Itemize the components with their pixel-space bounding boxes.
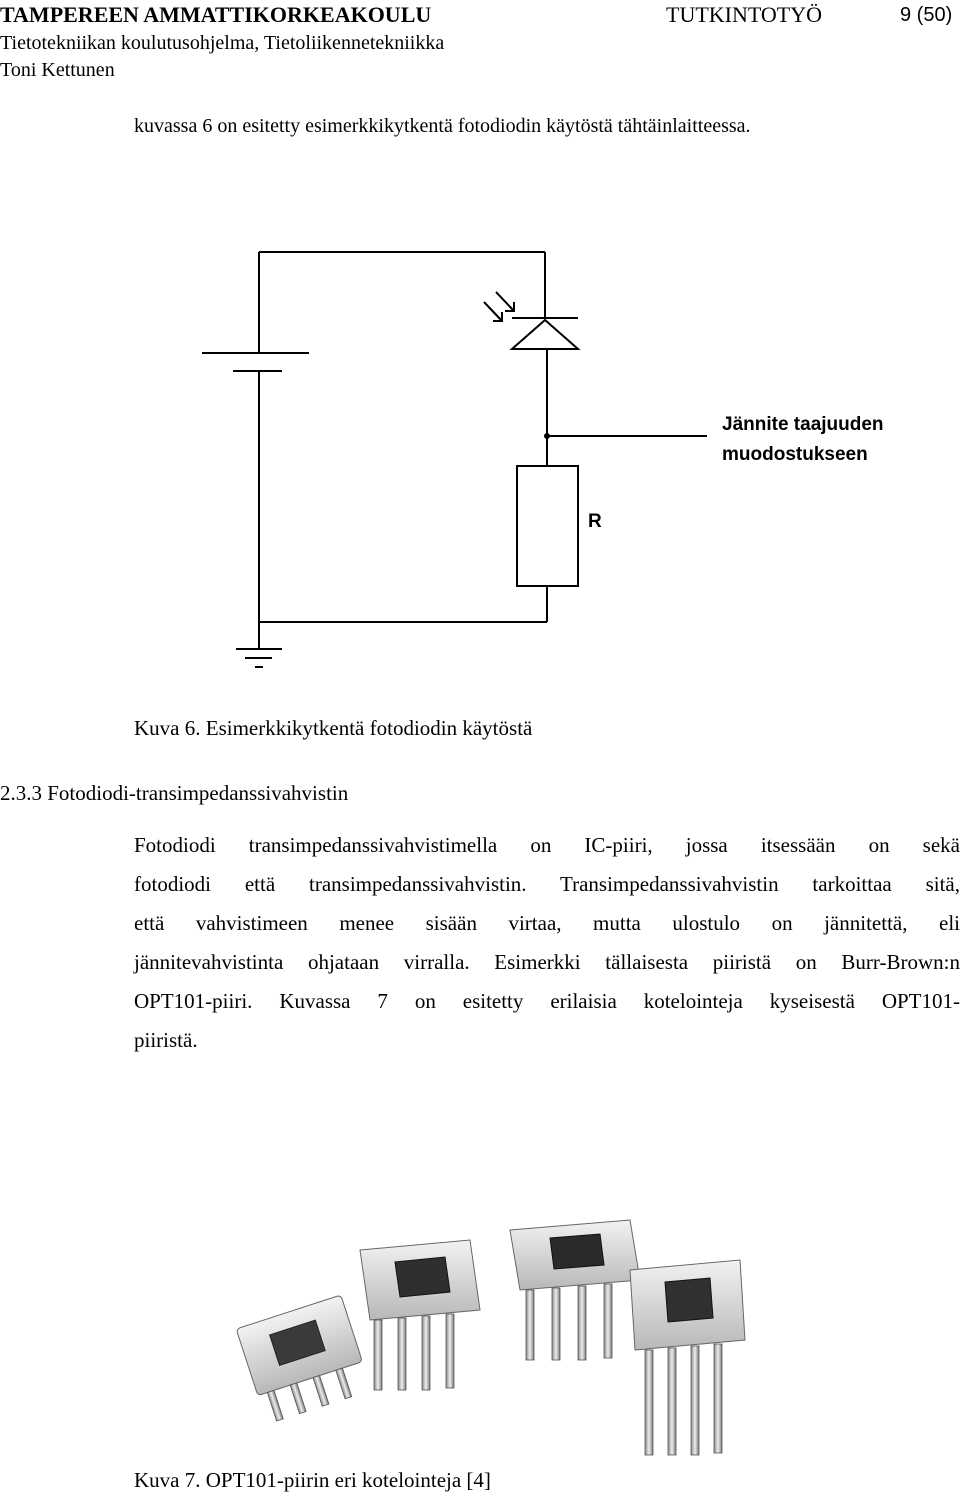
photodiode-triangle	[512, 320, 578, 349]
body-line: OPT101-piiri. Kuvassa 7 on esitetty erilaisia kotelointeja kyseisestä OPT101-	[134, 989, 960, 1013]
header-page-number: 9 (50)	[900, 4, 953, 26]
junction-dot	[544, 433, 550, 439]
header-school: TAMPEREEN AMMATTIKORKEAKOULU	[0, 2, 432, 27]
header-author: Toni Kettunen	[0, 59, 115, 81]
chip-package-small	[236, 1295, 372, 1424]
figure6-caption: Kuva 6. Esimerkkikytkentä fotodiodin käytöstä	[134, 716, 533, 740]
section-heading: 2.3.3 Fotodiodi-transimpedanssivahvistin	[0, 781, 349, 805]
figure7-chip-packages-image	[200, 1200, 760, 1460]
light-arrow-1	[484, 302, 502, 321]
chip-package-dip	[360, 1240, 480, 1390]
voltage-label-line2: muodostukseen	[722, 444, 868, 465]
resistor-body	[517, 466, 578, 586]
figure6-circuit-diagram	[0, 0, 960, 700]
body-line: jännitevahvistinta ohjataan virralla. Esimerkki tällaisesta piiristä on Burr-Brown:n	[134, 950, 960, 974]
chip-package-dip-raised	[510, 1220, 640, 1360]
body-line: piiristä.	[134, 1028, 198, 1052]
body-line: fotodiodi että transimpedanssivahvistin. Transimpedanssivahvistin tarkoittaa sitä,	[134, 872, 960, 896]
body-line: Fotodiodi transimpedanssivahvistimella on IC-piiri, jossa itsessään on sekä	[134, 833, 960, 857]
header-doc-type: TUTKINTOTYÖ	[666, 2, 823, 27]
intro-text: kuvassa 6 on esitetty esimerkkikytkentä fotodiodin käytöstä tähtäinlaitteessa.	[134, 115, 751, 137]
voltage-label-line1: Jännite taajuuden	[722, 414, 884, 435]
body-line: että vahvistimeen menee sisään virtaa, mutta ulostulo on jännitettä, eli	[134, 911, 960, 935]
body-paragraph	[134, 826, 960, 1060]
resistor-label: R	[588, 511, 602, 532]
chip-package-tall	[630, 1260, 745, 1455]
figure7-caption: Kuva 7. OPT101-piirin eri kotelointeja [4]	[134, 1468, 491, 1492]
light-arrow-2	[496, 292, 514, 311]
header-department: Tietotekniikan koulutusohjelma, Tietoliikennetekniikka	[0, 32, 445, 54]
